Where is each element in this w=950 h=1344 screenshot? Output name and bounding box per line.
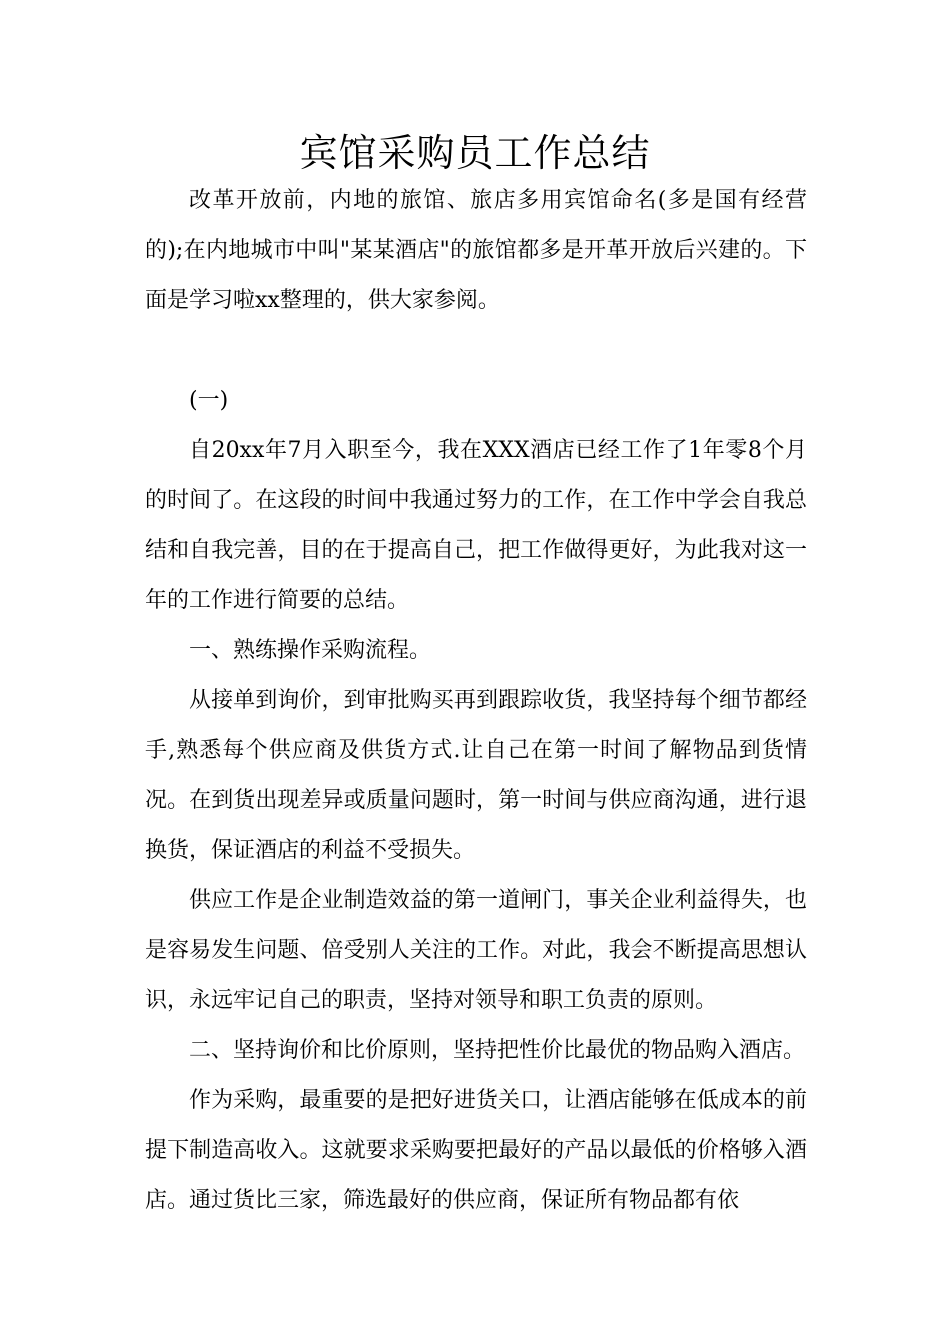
paragraph-purchasing: 作为采购，最重要的是把好进货关口，让酒店能够在低成本的前提下制造高收入。这就要求采购要把最好的产品以最低的价格够入酒店。通过货比三家，筛选最好的供应商，保证所有物品都有依	[145, 1088, 807, 1213]
paragraph-intro: 改革开放前，内地的旅馆、旅店多用宾馆命名(多是国有经营的);在内地城市中叫"某某酒店"的旅馆都多是开革开放后兴建的。下面是学习啦xx整理的，供大家参阅。	[145, 188, 807, 313]
blank-line	[145, 326, 807, 376]
heading-two: 二、坚持询价和比价原则，坚持把性价比最优的物品购入酒店。	[189, 1038, 806, 1063]
section-marker: (一)	[189, 388, 229, 413]
paragraph-supply: 供应工作是企业制造效益的第一道闸门，事关企业利益得失，也是容易发生问题、倍受别人关注的工作。对此，我会不断提高思想认识，永远牢记自己的职责，坚持对领导和职工负责的原则。	[145, 888, 807, 1013]
document-title: 宾馆采购员工作总结	[299, 131, 651, 175]
paragraph-overview: 自20xx年7月入职至今，我在XXX酒店已经工作了1年零8个月的时间了。在这段的时间中我通过努力的工作，在工作中学会自我总结和自我完善，目的在于提高自己，把工作做得更好，为此我对这一年的工作进行简要的总结。	[145, 438, 807, 613]
heading-one: 一、熟练操作采购流程。	[189, 638, 432, 663]
document-body	[145, 176, 807, 1226]
paragraph-process: 从接单到询价，到审批购买再到跟踪收货，我坚持每个细节都经手,熟悉每个供应商及供货方式.让自己在第一时间了解物品到货情况。在到货出现差异或质量问题时，第一时间与供应商沟通，进行退换货，保证酒店的利益不受损失。	[145, 688, 807, 863]
